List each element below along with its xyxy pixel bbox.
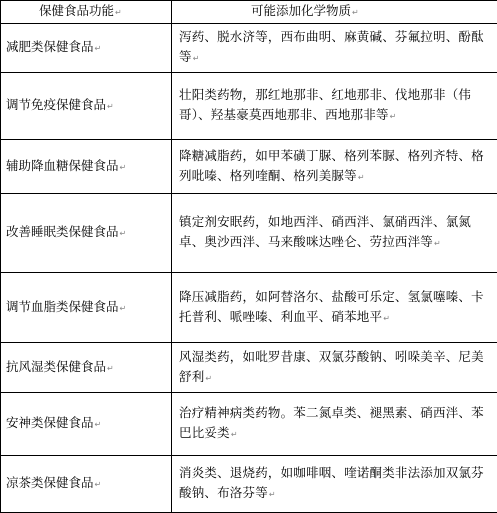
paragraph-mark: ↵ bbox=[231, 430, 238, 439]
substances-text: 风湿类药，如吡罗昔康、双氯芬酸钠、吲哚美辛、尼美舒利 bbox=[179, 349, 484, 384]
function-text: 安神类保健食品 bbox=[6, 415, 94, 430]
substances-text: 壮阳类药物，那红地那非、红地那非、伐地那非（伟哥）、羟基豪莫西地那非、西地那非等 bbox=[179, 87, 471, 122]
paragraph-mark: ↵ bbox=[120, 163, 127, 172]
paragraph-mark: ↵ bbox=[95, 44, 102, 53]
cell-substances bbox=[172, 456, 497, 513]
cell-function bbox=[1, 456, 172, 513]
cell-function bbox=[1, 273, 172, 343]
cell-substances bbox=[172, 343, 497, 393]
paragraph-mark: ↵ bbox=[107, 102, 114, 111]
substances-text: 降压减脂药，如阿替洛尔、盐酸可乐定、氢氯噻嗪、卡托普利、哌唑嗪、利血平、硝苯地平 bbox=[179, 289, 484, 324]
paragraph-mark: ↵ bbox=[120, 304, 127, 313]
paragraph-mark: ↵ bbox=[269, 490, 276, 499]
substances-text: 降糖减脂药，如甲苯磺丁脲、格列苯脲、格列齐特、格列吡嗪、格列喹酮、格列美脲等 bbox=[179, 148, 484, 183]
table-row bbox=[1, 273, 497, 343]
substances-text: 消炎类、退烧药，如咖啡咽、喹诺酮类非法添加双氯芬酸钠、布洛芬等 bbox=[179, 465, 484, 500]
cell-substances bbox=[172, 140, 497, 194]
cell-function bbox=[1, 140, 172, 194]
cell-function bbox=[1, 393, 172, 456]
function-text: 调节免疫保健食品 bbox=[6, 97, 106, 112]
paragraph-mark: ↵ bbox=[120, 229, 127, 238]
substances-text: 泻药、脱水济等，西布曲明、麻黄碱、芬氟拉明、酚酞等 bbox=[179, 29, 484, 64]
cell-substances bbox=[172, 194, 497, 273]
header-substances-text: 可能添加化学物质 bbox=[251, 3, 351, 18]
table-row bbox=[1, 456, 497, 513]
table-row bbox=[1, 343, 497, 393]
cell-function bbox=[1, 194, 172, 273]
header-function-text: 保健食品功能 bbox=[39, 3, 114, 18]
paragraph-mark: ↵ bbox=[383, 314, 390, 323]
function-text: 抗风湿类保健食品 bbox=[6, 359, 106, 374]
cell-substances bbox=[172, 73, 497, 140]
table-row bbox=[1, 194, 497, 273]
paragraph-mark: ↵ bbox=[107, 364, 114, 373]
function-text: 改善睡眠类保健食品 bbox=[6, 224, 119, 239]
function-text: 凉茶类保健食品 bbox=[6, 475, 94, 490]
cell-function bbox=[1, 343, 172, 393]
function-text: 调节血脂类保健食品 bbox=[6, 299, 119, 314]
table-row bbox=[1, 73, 497, 140]
paragraph-mark: ↵ bbox=[193, 54, 200, 63]
paragraph-mark: ↵ bbox=[205, 374, 212, 383]
substances-text: 镇定剂安眠药，如地西泮、硝西泮、氯硝西泮、氯氮卓、奥沙西泮、马来酸咪达唑仑、劳拉西泮等 bbox=[179, 214, 471, 249]
function-text: 辅助降血糖保健食品 bbox=[6, 158, 119, 173]
table-header-row bbox=[1, 1, 497, 24]
cell-function bbox=[1, 24, 172, 73]
substances-text: 治疗精神病类药物。苯二氮卓类、褪黑素、硝西泮、苯巴比妥类 bbox=[179, 405, 484, 440]
header-substances bbox=[172, 1, 497, 24]
paragraph-mark: ↵ bbox=[115, 8, 122, 17]
paragraph-mark: ↵ bbox=[390, 112, 397, 121]
cell-substances bbox=[172, 24, 497, 73]
paragraph-mark: ↵ bbox=[95, 480, 102, 489]
table-row bbox=[1, 24, 497, 73]
function-text: 减肥类保健食品 bbox=[6, 39, 94, 54]
table-row bbox=[1, 393, 497, 456]
paragraph-mark: ↵ bbox=[358, 173, 365, 182]
paragraph-mark: ↵ bbox=[95, 420, 102, 429]
cell-function bbox=[1, 73, 172, 140]
paragraph-mark: ↵ bbox=[434, 239, 441, 248]
cell-substances bbox=[172, 273, 497, 343]
table-row bbox=[1, 140, 497, 194]
paragraph-mark: ↵ bbox=[352, 8, 359, 17]
cell-substances bbox=[172, 393, 497, 456]
header-function bbox=[1, 1, 172, 24]
